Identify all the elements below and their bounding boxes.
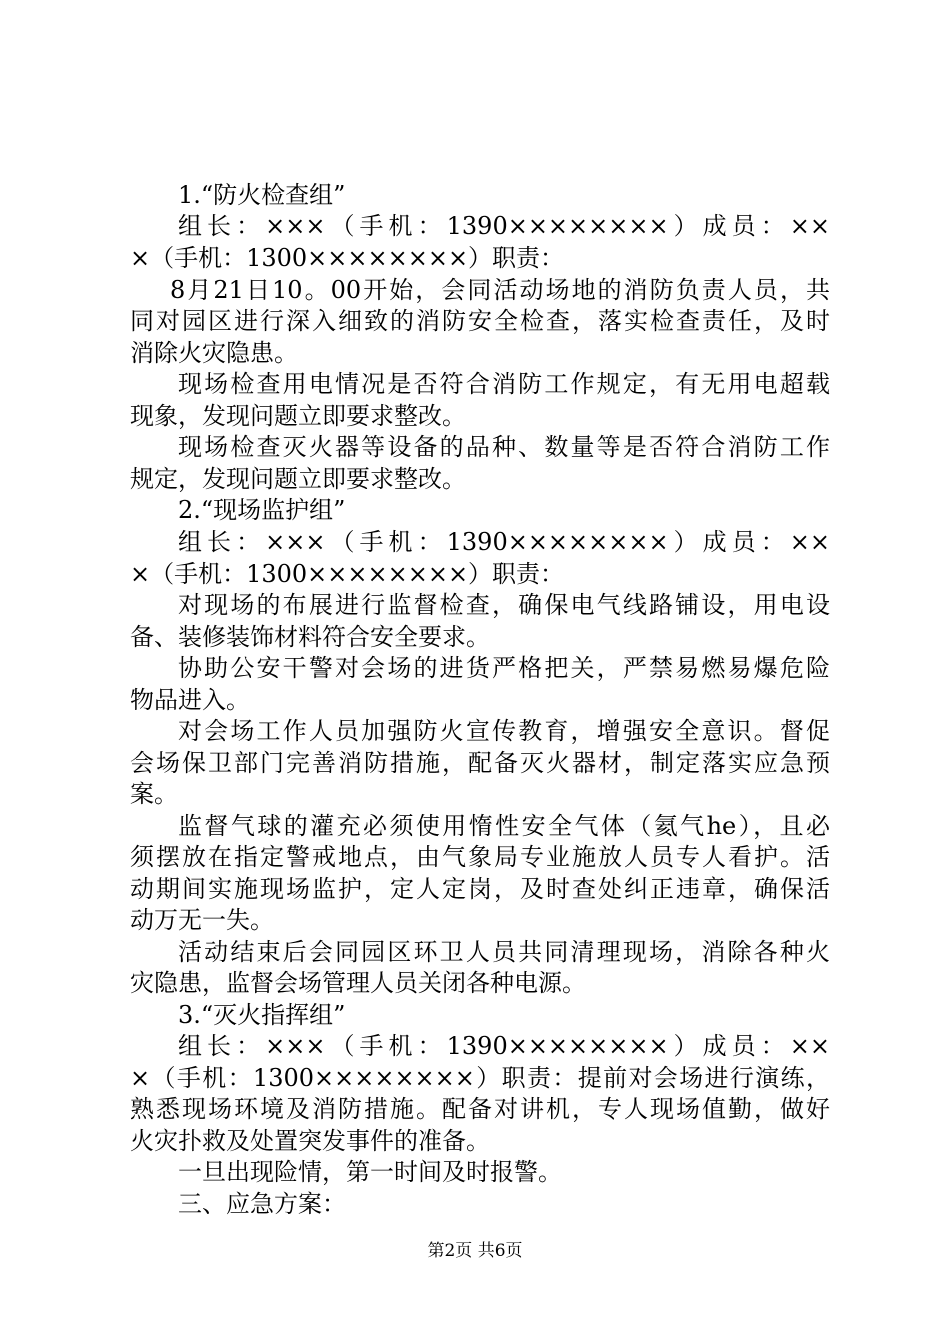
text-line: 物品进入。 [130, 686, 250, 714]
text-line: 一旦出现险情，第一时间及时报警。 [178, 1158, 562, 1186]
text-line: 监督气球的灌充必须使用惰性安全气体（氦气he），且必 [178, 812, 830, 840]
text-line: 备、装修装饰材料符合安全要求。 [130, 623, 490, 651]
text-line: 2.“现场监护组” [178, 496, 346, 524]
text-line: 熟悉现场环境及消防措施。配备对讲机，专人现场值勤，做好 [130, 1095, 830, 1123]
text-line: 组长：×××（手机：1390××××××××）成员：×× [178, 528, 830, 556]
text-line: 同对园区进行深入细致的消防安全检查，落实检查责任，及时 [130, 307, 830, 335]
text-line: 会场保卫部门完善消防措施，配备灭火器材，制定落实应急预 [130, 749, 830, 777]
text-line: 组长：×××（手机：1390××××××××）成员：×× [178, 1032, 830, 1060]
text-line: 现象，发现问题立即要求整改。 [130, 402, 466, 430]
text-line: 3.“灭火指挥组” [178, 1001, 346, 1029]
text-line: ×（手机：1300××××××××）职责： [130, 560, 565, 588]
text-line: 8月21日10。00开始，会同活动场地的消防负责人员，共 [170, 276, 830, 304]
text-line: 活动结束后会同园区环卫人员共同清理现场，消除各种火 [178, 938, 830, 966]
text-line: 对现场的布展进行监督检查，确保电气线路铺设，用电设 [178, 591, 830, 619]
text-line: 对会场工作人员加强防火宣传教育，增强安全意识。督促 [178, 717, 830, 745]
text-line: 协助公安干警对会场的进货严格把关，严禁易燃易爆危险 [178, 654, 830, 682]
text-line: 案。 [130, 780, 178, 808]
text-line: 动万无一失。 [130, 906, 274, 934]
text-line: 1.“防火检查组” [178, 181, 346, 209]
text-line: 动期间实施现场监护，定人定岗，及时查处纠正违章，确保活 [130, 875, 830, 903]
text-line: 规定，发现问题立即要求整改。 [130, 465, 466, 493]
text-line: 现场检查用电情况是否符合消防工作规定，有无用电超载 [178, 370, 830, 398]
text-line: 灾隐患，监督会场管理人员关闭各种电源。 [130, 969, 586, 997]
text-line: 须摆放在指定警戒地点，由气象局专业施放人员专人看护。活 [130, 843, 830, 871]
page-footer: 第2页 共6页 [427, 1241, 523, 1261]
text-line: 消除火灾隐患。 [130, 339, 298, 367]
text-line: 三、应急方案： [178, 1190, 346, 1218]
text-line: ×（手机：1300××××××××）职责：提前对会场进行演练， [130, 1064, 830, 1092]
text-line: 火灾扑救及处置突发事件的准备。 [130, 1127, 490, 1155]
text-line: 组长：×××（手机：1390××××××××）成员：×× [178, 212, 830, 240]
text-line: ×（手机：1300××××××××）职责： [130, 244, 565, 272]
text-line: 现场检查灭火器等设备的品种、数量等是否符合消防工作 [178, 433, 830, 461]
